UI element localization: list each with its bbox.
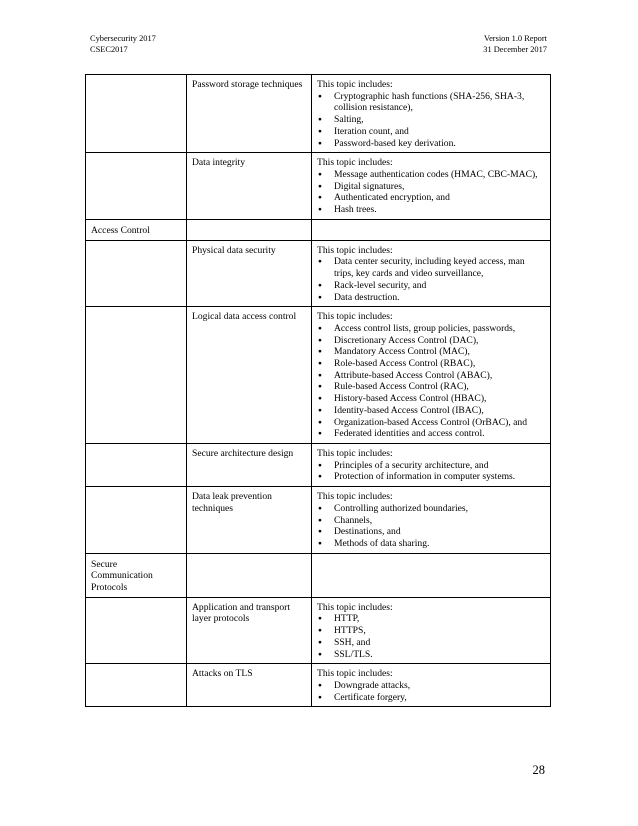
table-row — [86, 597, 551, 664]
list-item: ● Hash trees. — [317, 204, 545, 216]
empty-cell — [86, 153, 187, 220]
empty-cell — [86, 307, 187, 444]
topics-table-body — [86, 75, 551, 707]
list-item: ● Message authentication codes (HMAC, CBC-MAC), — [317, 169, 545, 181]
empty-cell — [187, 219, 312, 240]
topic-description — [312, 664, 551, 707]
table-row — [86, 443, 551, 486]
topic-intro: This topic includes: — [317, 668, 393, 680]
list-item: ● Password-based key derivation. — [317, 138, 545, 150]
header-version: Version 1.0 Report — [483, 34, 547, 43]
list-item: ● Access control lists, group policies, passwords, — [317, 323, 545, 335]
topic-description — [312, 487, 551, 554]
empty-cell — [312, 553, 551, 597]
list-item: ● Attribute-based Access Control (ABAC), — [317, 370, 545, 382]
topic-name: Data integrity — [187, 153, 312, 220]
empty-cell — [312, 219, 551, 240]
list-item: ● SSL/TLS. — [317, 649, 545, 661]
topic-list — [317, 169, 545, 216]
topic-list — [317, 256, 545, 303]
empty-cell — [86, 487, 187, 554]
list-item: ● Data destruction. — [317, 292, 545, 304]
topic-name: Physical data security — [187, 240, 312, 307]
topic-intro: This topic includes: — [317, 447, 393, 459]
list-item: ● Federated identities and access control. — [317, 428, 545, 440]
list-item: ● Controlling authorized boundaries, — [317, 503, 545, 515]
table-row — [86, 487, 551, 554]
topic-intro: This topic includes: — [317, 79, 393, 90]
topic-list — [317, 503, 545, 550]
topic-description — [312, 443, 551, 486]
category-row — [86, 553, 551, 597]
header-code: CSEC2017 — [90, 45, 128, 54]
topic-description — [312, 75, 551, 153]
list-item: ● Methods of data sharing. — [317, 538, 545, 550]
list-item: ● Role-based Access Control (RBAC), — [317, 358, 545, 370]
empty-cell — [86, 240, 187, 307]
empty-cell — [86, 597, 187, 664]
topic-description — [312, 597, 551, 664]
list-item: ● Certificate forgery, — [317, 692, 545, 704]
list-item: ● HTTPS, — [317, 625, 545, 637]
topic-description — [312, 240, 551, 307]
empty-cell — [86, 75, 187, 153]
list-item: ● Cryptographic hash functions (SHA-256, SHA-3, collision resistance), — [317, 91, 545, 114]
empty-cell — [86, 443, 187, 486]
topic-list — [317, 680, 545, 703]
header-date: 31 December 2017 — [483, 45, 547, 54]
empty-cell — [187, 553, 312, 597]
topic-intro: This topic includes: — [317, 491, 393, 503]
category-label: Secure Communication Protocols — [86, 553, 187, 597]
list-item: ● Digital signatures, — [317, 181, 545, 193]
list-item: ● Data center security, including keyed access, man trips, key cards and video surveillance, — [317, 256, 545, 279]
list-item: ● Protection of information in computer systems. — [317, 471, 545, 483]
table-row — [86, 75, 551, 153]
list-item: ● Channels, — [317, 515, 545, 527]
list-item: ● Identity-based Access Control (IBAC), — [317, 405, 545, 417]
topic-list — [317, 323, 545, 440]
list-item: ● Destinations, and — [317, 526, 545, 538]
topic-intro: This topic includes: — [317, 601, 393, 613]
list-item: ● Rack-level security, and — [317, 280, 545, 292]
header-right — [483, 33, 547, 55]
topics-table — [85, 74, 551, 707]
table-row — [86, 664, 551, 707]
topic-name: Application and transport layer protocols — [187, 597, 312, 664]
empty-cell — [86, 664, 187, 707]
list-item: ● Organization-based Access Control (OrBAC), and — [317, 417, 545, 429]
list-item: ● Downgrade attacks, — [317, 680, 545, 692]
header-left — [90, 33, 156, 55]
table-row — [86, 153, 551, 220]
list-item: ● Authenticated encryption, and — [317, 192, 545, 204]
topic-list — [317, 460, 545, 483]
list-item: ● Mandatory Access Control (MAC), — [317, 346, 545, 358]
list-item: ● Rule-based Access Control (RAC), — [317, 381, 545, 393]
topic-intro: This topic includes: — [317, 244, 393, 256]
list-item: ● Principles of a security architecture, and — [317, 460, 545, 472]
list-item: ● SSH, and — [317, 637, 545, 649]
category-label: Access Control — [86, 219, 187, 240]
topic-name: Data leak prevention techniques — [187, 487, 312, 554]
topic-name: Attacks on TLS — [187, 664, 312, 707]
list-item: ● Iteration count, and — [317, 126, 545, 138]
list-item: ● Discretionary Access Control (DAC), — [317, 335, 545, 347]
topic-description — [312, 153, 551, 220]
topic-list — [317, 613, 545, 660]
table-row — [86, 307, 551, 444]
topic-description — [312, 307, 551, 444]
topic-intro: This topic includes: — [317, 311, 393, 323]
list-item: ● HTTP, — [317, 613, 545, 625]
topic-intro: This topic includes: — [317, 157, 393, 169]
topic-name: Secure architecture design — [187, 443, 312, 486]
topic-name: Password storage techniques — [187, 75, 312, 153]
table-row — [86, 240, 551, 307]
list-item: ● Salting, — [317, 114, 545, 126]
topic-name: Logical data access control — [187, 307, 312, 444]
list-item: ● History-based Access Control (HBAC), — [317, 393, 545, 405]
topic-list — [317, 91, 545, 150]
page-number: 28 — [532, 763, 545, 777]
category-row — [86, 219, 551, 240]
header-title: Cybersecurity 2017 — [90, 34, 156, 43]
